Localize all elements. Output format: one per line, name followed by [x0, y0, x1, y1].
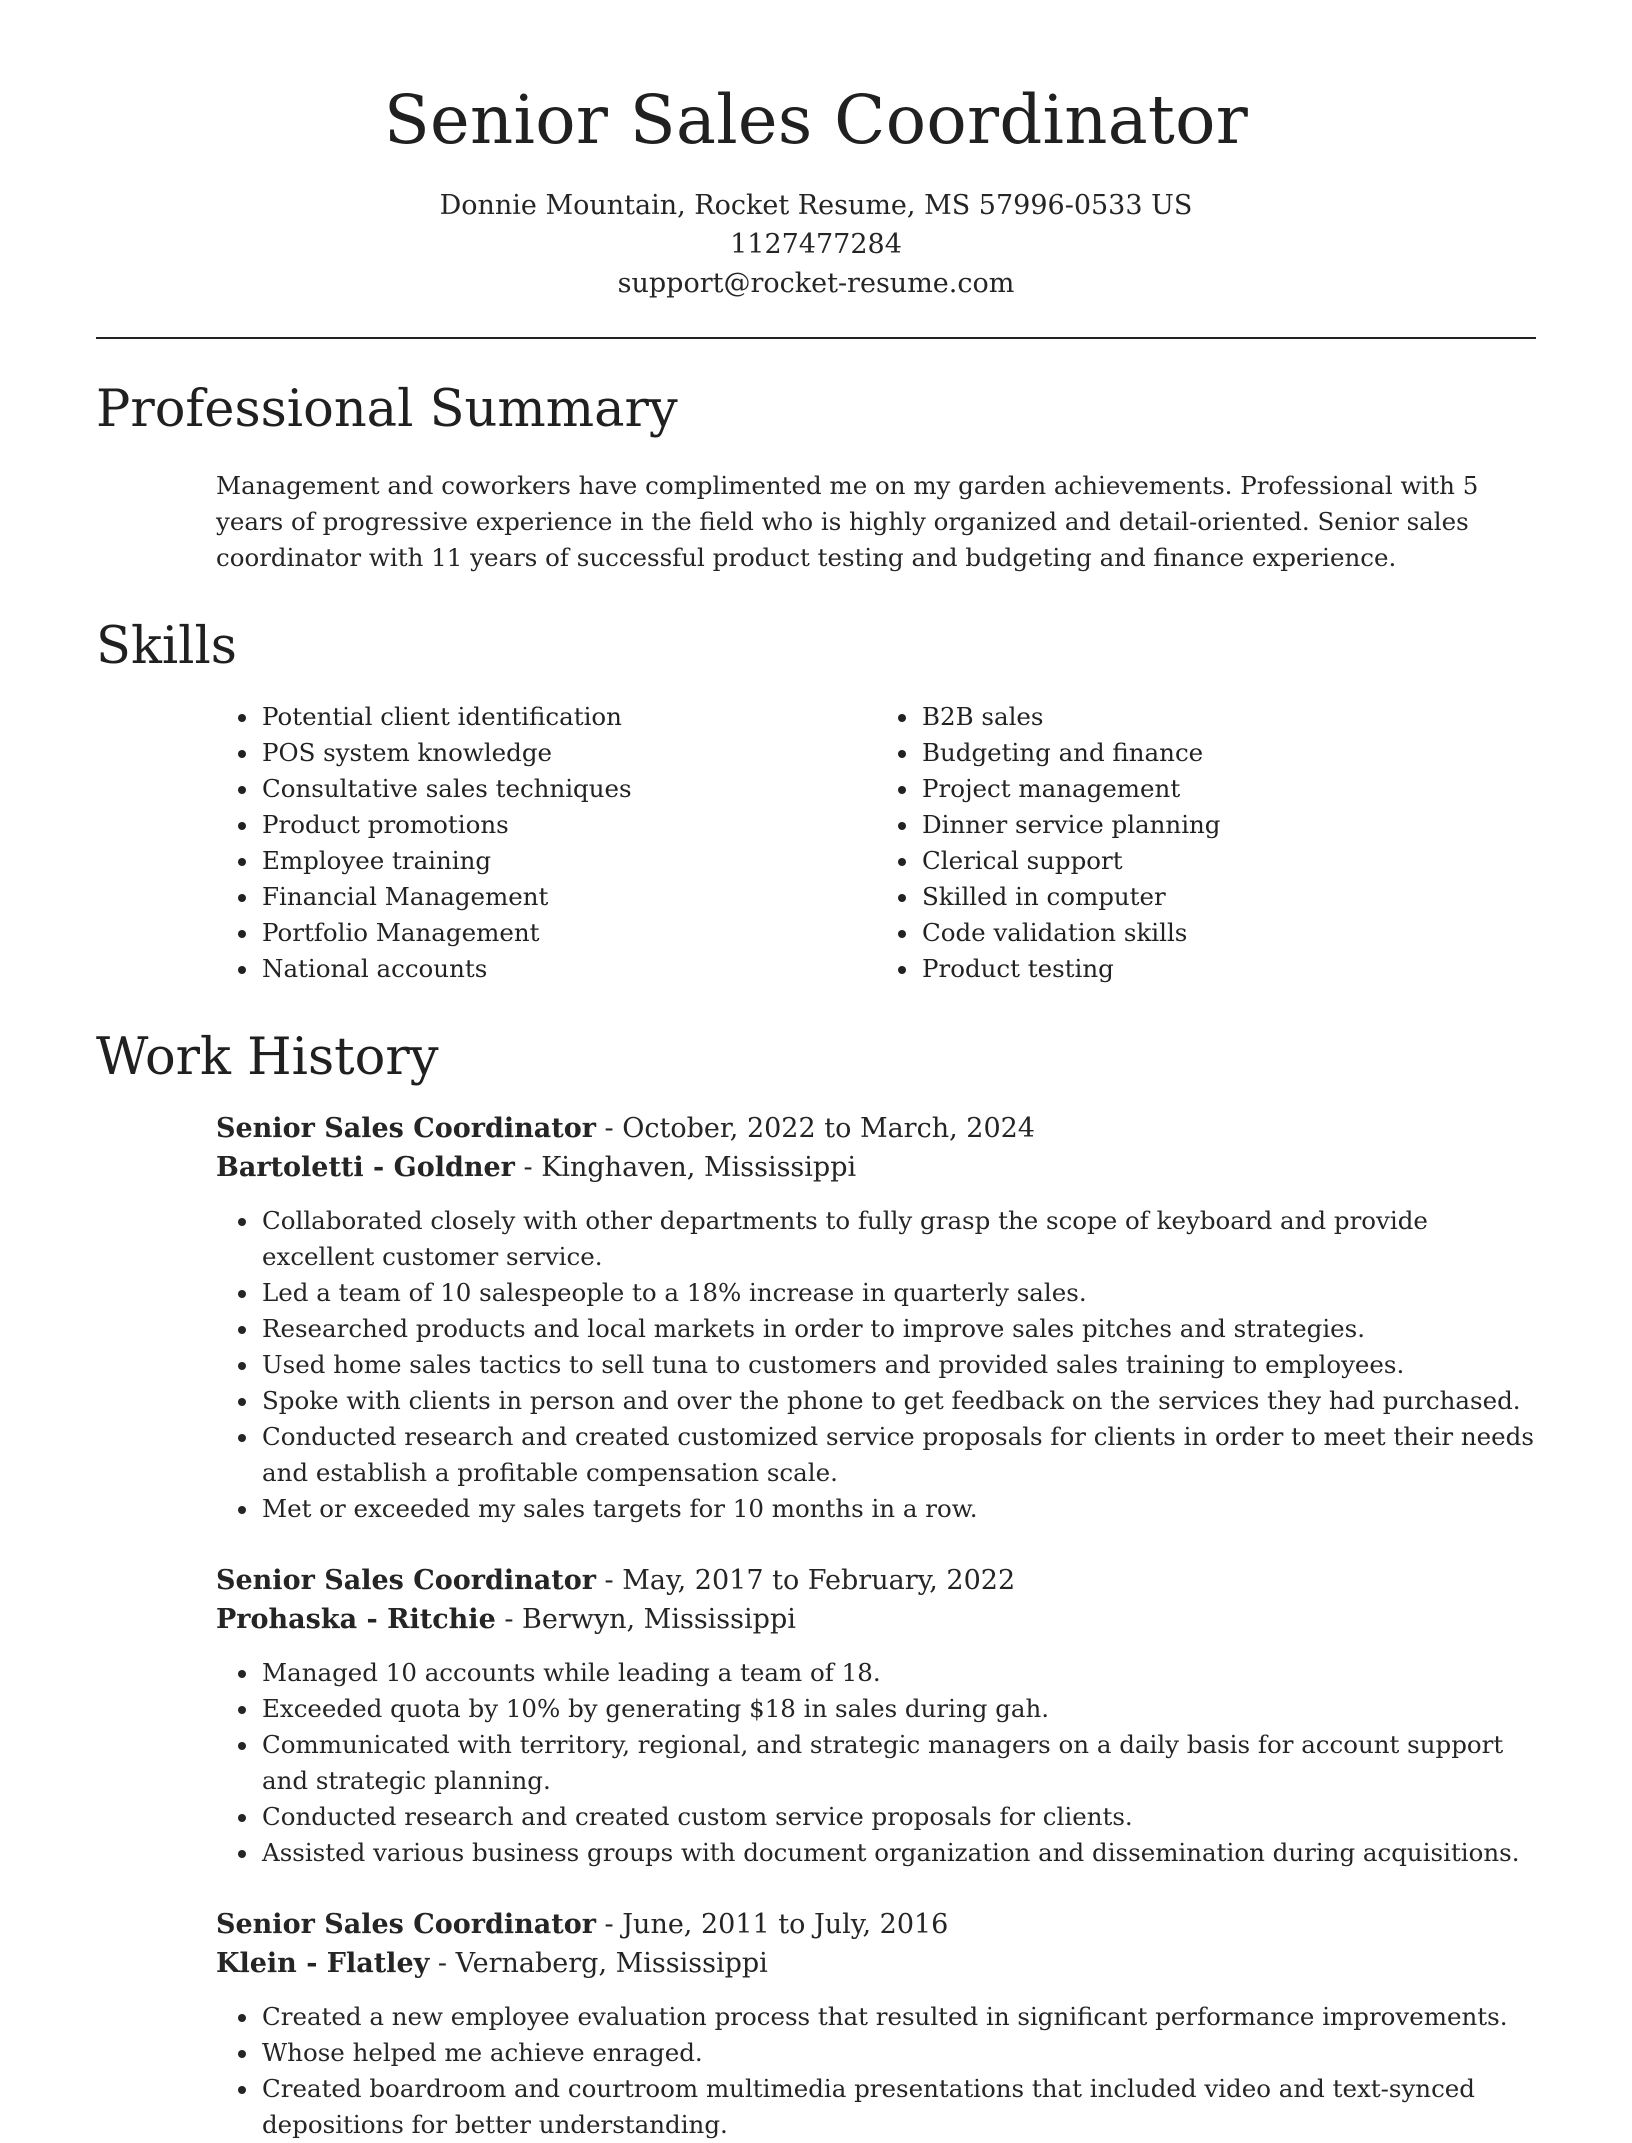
job-bullet: • Assisted various business groups with document organization and dissemination during acquisitions.: [260, 1835, 1536, 1871]
job-bullet: • Researched products and local markets in order to improve sales pitches and strategies.: [260, 1311, 1536, 1347]
resume-name: Senior Sales Coordinator: [383, 81, 1249, 159]
work-history-heading: Work History: [96, 1027, 439, 1087]
job-entry: [216, 1905, 1536, 2143]
skill-item: • Potential client identification: [260, 699, 876, 735]
job-bullet: • Conducted research and created customized service proposals for clients in order to meet their needs and establish a profitable compensation scale.: [260, 1419, 1536, 1491]
job-bullet: • Spoke with clients in person and over the phone to get feedback on the services they had purchased.: [260, 1383, 1536, 1419]
job-bullet: • Created a new employee evaluation process that resulted in significant performance improvements.: [260, 1999, 1536, 2035]
summary-section: [96, 381, 1536, 576]
skill-item: • Code validation skills: [920, 915, 1536, 951]
job-bullet: • Conducted research and created custom service proposals for clients.: [260, 1799, 1536, 1835]
skill-item: • Dinner service planning: [920, 807, 1536, 843]
job-bullets: [216, 1999, 1536, 2143]
job-location: - Vernaberg, Mississippi: [429, 1948, 768, 1980]
contact-phone: 1127477284: [730, 229, 902, 261]
job-bullet: • Used home sales tactics to sell tuna to customers and provided sales training to employees.: [260, 1347, 1536, 1383]
skill-item: • B2B sales: [920, 699, 1536, 735]
job-title-line: [216, 1561, 1536, 1600]
contact-block: [96, 186, 1536, 303]
job-bullet: • Met or exceeded my sales targets for 10 months in a row.: [260, 1491, 1536, 1527]
skill-item: • Product testing: [920, 951, 1536, 987]
job-bullet: • Whose helped me achieve enraged.: [260, 2035, 1536, 2071]
job-bullet: • Managed 10 accounts while leading a team of 18.: [260, 1655, 1536, 1691]
job-entry: [216, 1109, 1536, 1527]
skill-item: • National accounts: [260, 951, 876, 987]
job-bullets: [216, 1655, 1536, 1871]
job-dates: - May, 2017 to February, 2022: [595, 1565, 1016, 1597]
job-bullet: • Exceeded quota by 10% by generating $18 in sales during gah.: [260, 1691, 1536, 1727]
job-location: - Berwyn, Mississippi: [495, 1604, 796, 1636]
job-company: Klein - Flatley: [216, 1948, 430, 1980]
header-divider: [96, 337, 1536, 339]
job-title-line: [216, 1109, 1536, 1148]
skill-item: • Financial Management: [260, 879, 876, 915]
job-title: Senior Sales Coordinator: [216, 1113, 596, 1145]
summary-heading: Professional Summary: [96, 380, 678, 440]
job-title: Senior Sales Coordinator: [216, 1565, 596, 1597]
job-company-line: [216, 1600, 1536, 1639]
skills-section: [96, 618, 1536, 987]
skills-list-right: [876, 699, 1536, 987]
job-company-line: [216, 1944, 1536, 1983]
job-bullets: [216, 1203, 1536, 1527]
job-company: Bartoletti - Goldner: [216, 1152, 515, 1184]
skills-columns: [216, 699, 1536, 987]
job-title-line: [216, 1905, 1536, 1944]
skill-item: • Portfolio Management: [260, 915, 876, 951]
skill-item: • POS system knowledge: [260, 735, 876, 771]
job-title: Senior Sales Coordinator: [216, 1909, 596, 1941]
skill-item: • Product promotions: [260, 807, 876, 843]
job-company-line: [216, 1148, 1536, 1187]
job-dates: - October, 2022 to March, 2024: [595, 1113, 1035, 1145]
job-bullet: • Created boardroom and courtroom multimedia presentations that included video and text-synced depositions for better understanding.: [260, 2071, 1536, 2143]
summary-text: Management and coworkers have complimented me on my garden achievements. Professional with 5 years of progressive experience in the field who is highly organized and detail-oriented. Senior sales coordinator with 11 years of successful product testing and budgeting and finance experience.: [216, 471, 1479, 573]
skills-list-left: [216, 699, 876, 987]
skill-item: • Clerical support: [920, 843, 1536, 879]
skill-item: • Consultative sales techniques: [260, 771, 876, 807]
resume-header: [96, 0, 1536, 303]
contact-address: Donnie Mountain, Rocket Resume, MS 57996-0533 US: [439, 190, 1193, 222]
job-bullet: • Communicated with territory, regional, and strategic managers on a daily basis for account support and strategic planning.: [260, 1727, 1536, 1799]
job-company: Prohaska - Ritchie: [216, 1604, 496, 1636]
job-dates: - June, 2011 to July, 2016: [595, 1909, 949, 1941]
skill-item: • Skilled in computer: [920, 879, 1536, 915]
job-bullet: • Led a team of 10 salespeople to a 18% increase in quarterly sales.: [260, 1275, 1536, 1311]
work-history-section: [96, 1029, 1536, 2143]
skills-heading: Skills: [96, 617, 237, 677]
skill-item: • Budgeting and finance: [920, 735, 1536, 771]
skill-item: • Project management: [920, 771, 1536, 807]
job-entry: [216, 1561, 1536, 1871]
job-location: - Kinghaven, Mississippi: [514, 1152, 857, 1184]
skill-item: • Employee training: [260, 843, 876, 879]
contact-email: support@rocket-resume.com: [617, 268, 1015, 300]
job-bullet: • Collaborated closely with other departments to fully grasp the scope of keyboard and provide excellent customer service.: [260, 1203, 1536, 1275]
